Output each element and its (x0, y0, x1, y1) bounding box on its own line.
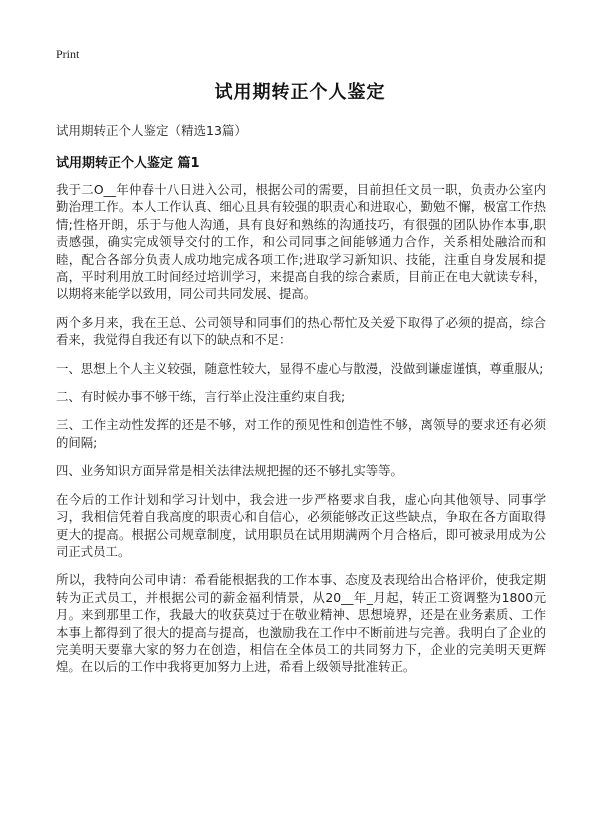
document-body (56, 181, 546, 687)
paragraph-future-plan: 在今后的工作计划和学习计划中，我会进一步严格要求自我，虚心向其他领导、同事学习，我相信凭着自我高度的职责心和自信心，必须能够改正这些缺点，争取在各方面取得更大的提高。根据公司规章制度，试用职员在试用期满两个月合格后，即可被录用成为公司正式员工。 (56, 491, 546, 559)
paragraph-shortcoming-2: 二、有时候办事不够干练，言行举止没注重约束自我; (56, 389, 346, 405)
paragraph-application: 所以，我特向公司申请：希看能根据我的工作本事、态度及表现给出合格评价，使我定期转为正式员工，并根据公司的薪金福利情景，从20__年_月起，转正工资调整为1800元月。来到那里工作，我最大的收获莫过于在敬业精神、思想境界，还是在业务素质、工作本事上都得到了很大的提高与提高，也激励我在工作中不断前进与完善。我明白了企业的完美明天要靠大家的努力在创造，相信在全体员工的共同努力下，企业的完美明天更辉煌。在以后的工作中我将更加努力上进，希看上级领导批准转正。 (56, 572, 546, 675)
paragraph-shortcomings-intro: 两个多月来，我在王总、公司领导和同事们的热心帮忙及关爱下取得了必须的提高，综合看来，我觉得自我还有以下的缺点和不足： (56, 314, 546, 348)
paragraph-shortcoming-3: 三、工作主动性发挥的还是不够，对工作的预见性和创造性不够，离领导的要求还有必须的间隔; (56, 417, 546, 450)
section-heading: 试用期转正个人鉴定 篇1 (56, 156, 200, 171)
paragraph-shortcoming-1: 一、思想上个人主义较强，随意性较大，显得不虚心与散漫，没做到谦虚谨慎，尊重服从; (56, 360, 544, 376)
document-subtitle: 试用期转正个人鉴定（精选13篇） (56, 123, 247, 138)
document-title: 试用期转正个人鉴定 (214, 82, 386, 103)
print-link[interactable]: Print (56, 47, 80, 61)
paragraph-shortcoming-4: 四、业务知识方面异常是相关法律法规把握的还不够扎实等等。 (56, 463, 403, 479)
paragraph-intro: 我于二O__年仲春十八日进入公司，根据公司的需要，目前担任文员一职，负责办公室内勤治理工作。本人工作认真、细心且具有较强的职责心和进取心，勤勉不懈，极富工作热情;性格开朗，乐于与他人沟通，具有良好和熟练的沟通技巧，有很强的团队协作本事,职责感强，确实完成领导交付的工作，和公司同事之间能够通力合作，关系相处融洽而和睦，配合各部分负责人成功地完成各项工作;进取学习新知识、技能，注重自身发展和提高，平时利用放工时间经过培训学习，来提高自我的综合素质，目前正在电大就读专科，以期将来能学以致用，同公司共同发展、提高。 (56, 182, 546, 302)
